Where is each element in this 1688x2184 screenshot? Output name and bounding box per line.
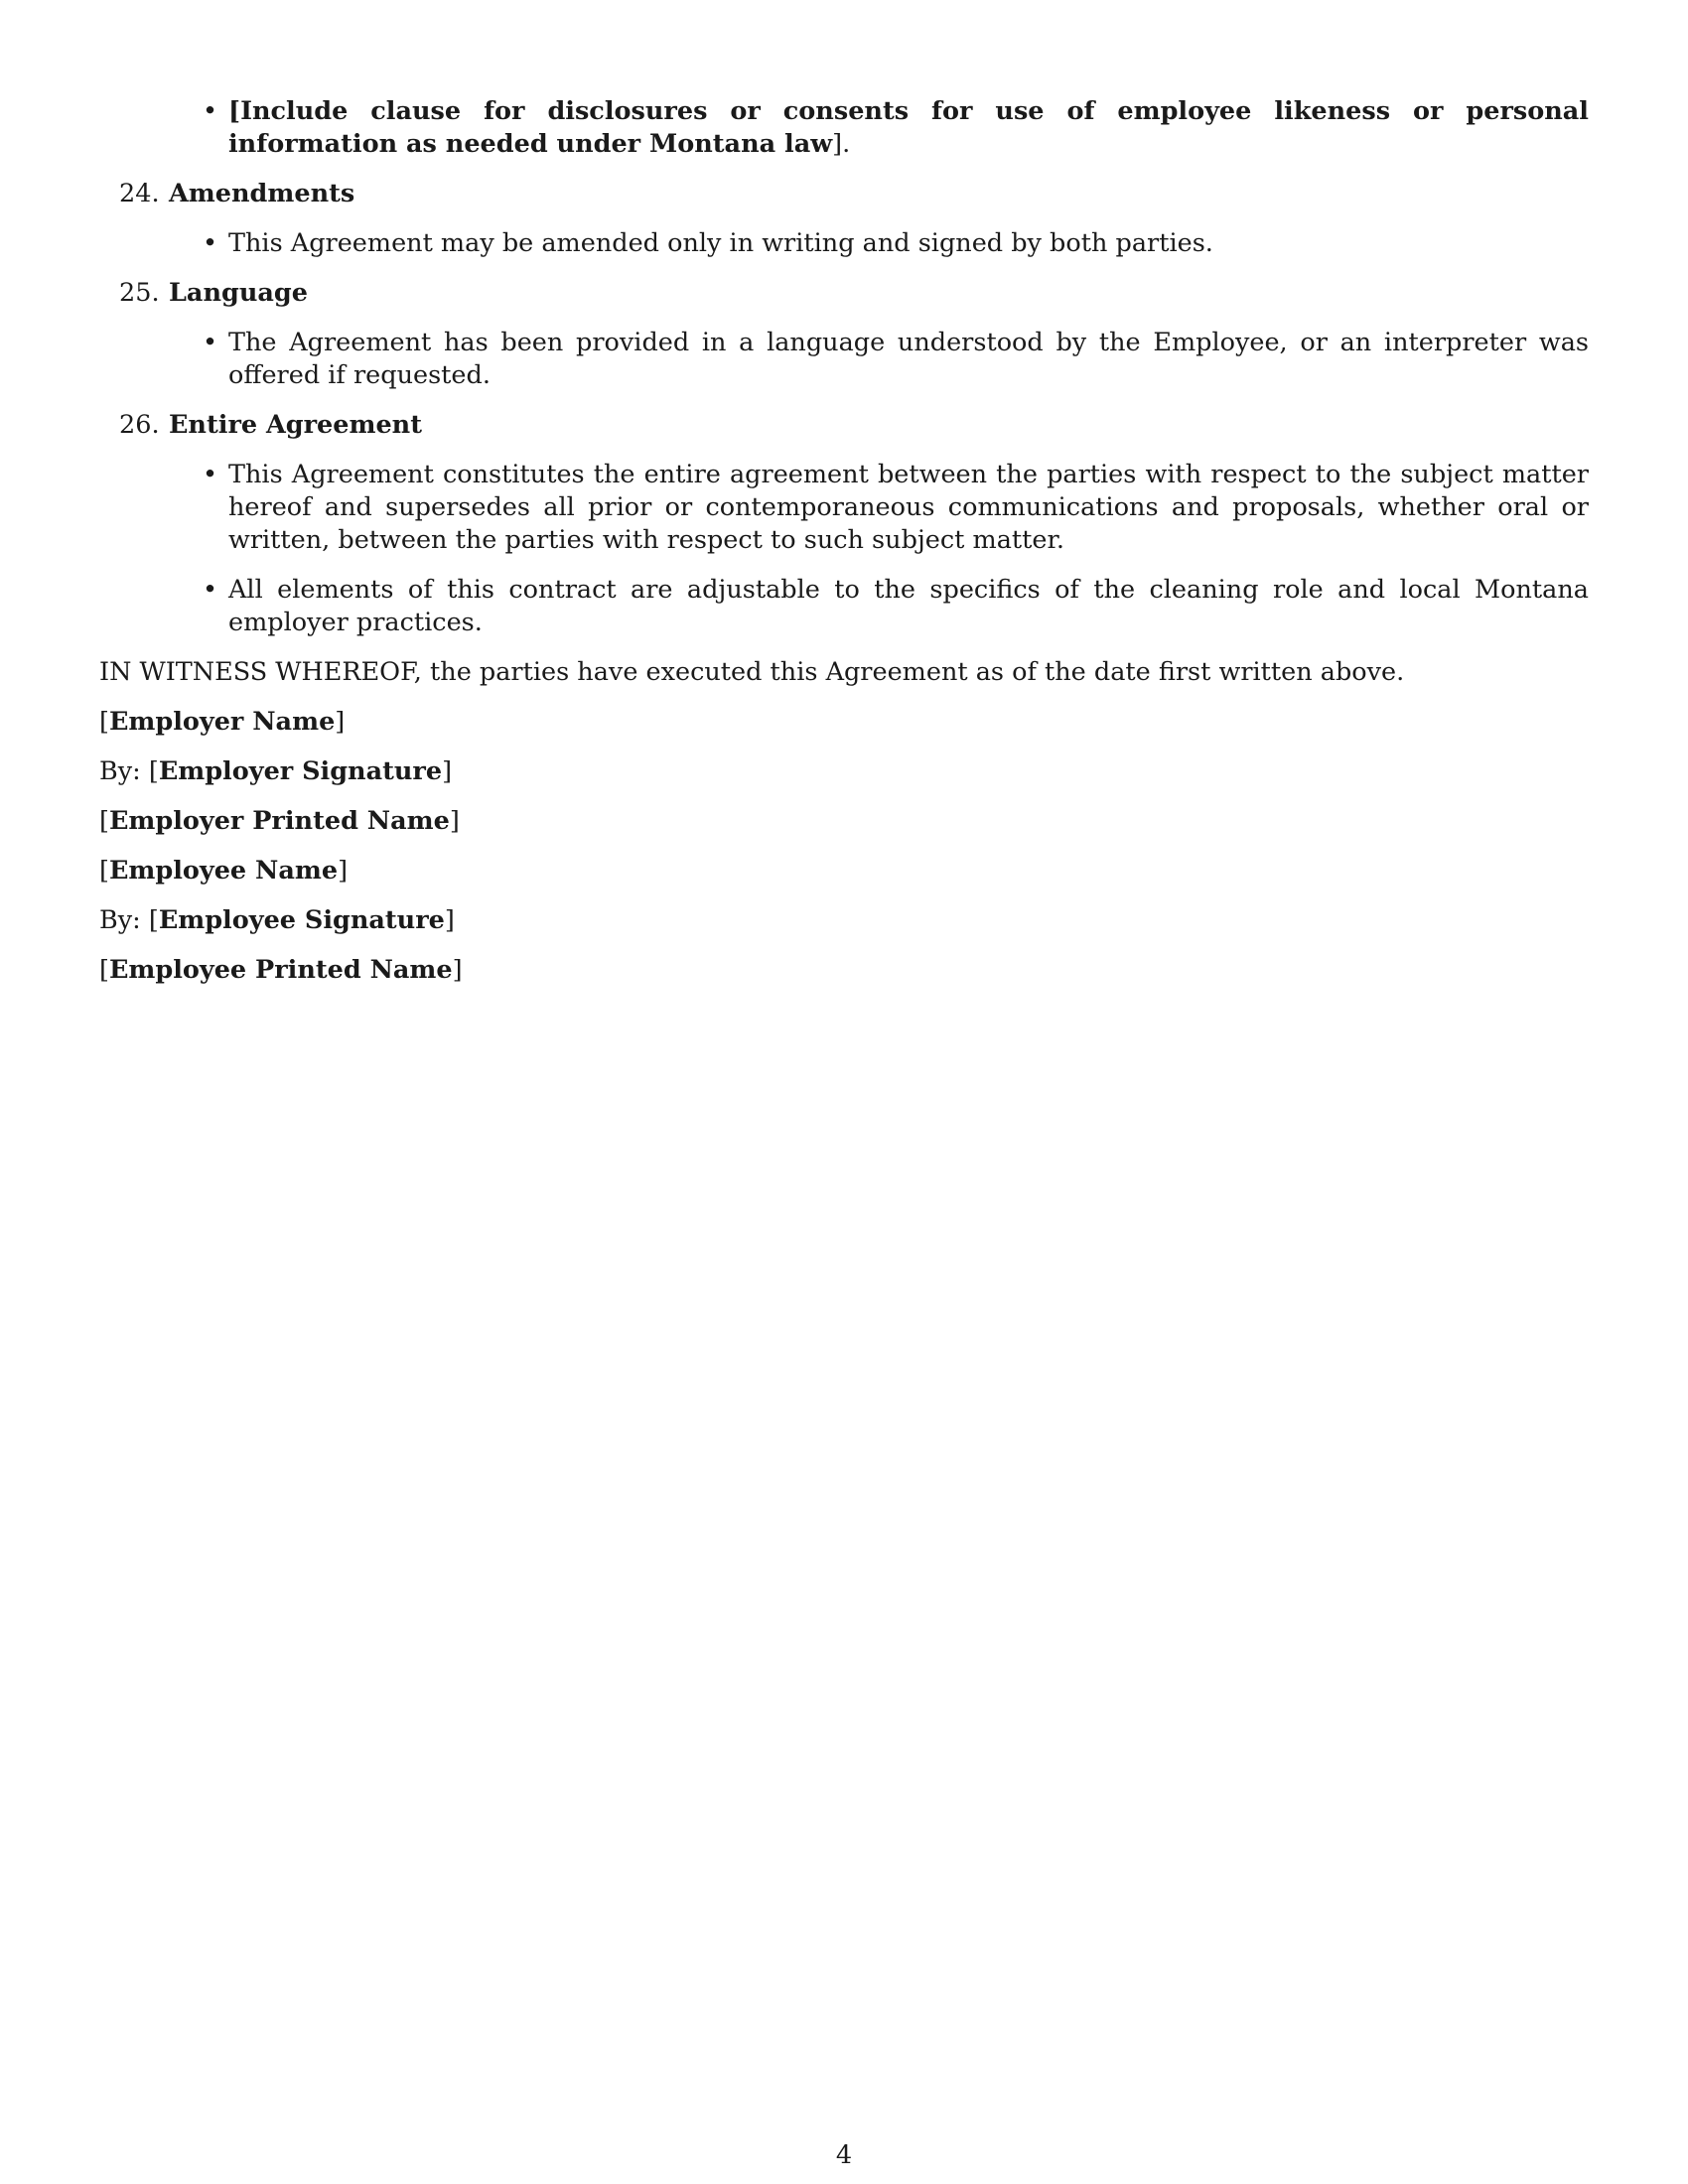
list-item [99,574,1589,639]
section-heading-amendments [99,178,1589,210]
section-title: Amendments [169,179,355,208]
employer-name-line: [Employer Name] [99,707,346,737]
section-title: Entire Agreement [169,410,422,440]
employee-printed-name-line: [Employee Printed Name] [99,955,463,985]
bullet-icon: • [203,575,218,605]
document-body [99,95,1589,987]
bullet-text: This Agreement constitutes the entire agreement between the parties with respect to the subject matter hereof and supersedes all prior or contemporaneous communications and proposals, whether oral or written, between the parties with respect to such subject matter. [228,460,1589,555]
witness-statement: IN WITNESS WHEREOF, the parties have executed this Agreement as of the date first written above. [99,657,1405,687]
clause-23-bullet [99,95,1589,161]
employee-name-placeholder: Employee Name [108,856,339,886]
employee-signature-line: By: [Employee Signature] [99,905,455,935]
employer-printed-name-line: [Employer Printed Name] [99,806,460,836]
section-number: 24. [119,179,160,208]
bullet-icon: • [203,460,218,489]
placeholder-text: [Include clause for disclosures or consents for use of employee likeness or personal information as needed under Montana law [228,96,1589,159]
bullet-icon: • [203,96,218,126]
section-heading-language [99,277,1589,310]
section-title: Language [169,278,308,308]
by-label: By: [99,905,141,935]
employer-printed-name-placeholder: Employer Printed Name [108,806,450,836]
bullet-icon: • [203,228,218,258]
section-number: 25. [119,278,160,308]
employee-printed-name-placeholder: Employee Printed Name [108,955,453,985]
bullet-text: The Agreement has been provided in a language understood by the Employee, or an interpreter was offered if requested. [228,328,1589,390]
list-item [99,227,1589,260]
bullet-tail-text: ]. [832,129,851,159]
employer-signature-placeholder: Employer Signature [158,756,443,786]
section-number: 26. [119,410,160,440]
employer-signature-line: By: [Employer Signature] [99,756,453,786]
employer-name-placeholder: Employer Name [108,707,336,737]
bullet-icon: • [203,328,218,357]
section-heading-entire-agreement [99,409,1589,442]
list-item [99,327,1589,392]
employee-name-line: [Employee Name] [99,856,349,886]
bullet-text: This Agreement may be amended only in writing and signed by both parties. [228,228,1213,258]
page-number: 4 [835,2140,853,2170]
bullet-text: All elements of this contract are adjustable to the specifics of the cleaning role and local Montana employer practices. [228,575,1589,637]
employee-signature-placeholder: Employee Signature [158,905,445,935]
list-item [99,459,1589,557]
by-label: By: [99,756,141,786]
